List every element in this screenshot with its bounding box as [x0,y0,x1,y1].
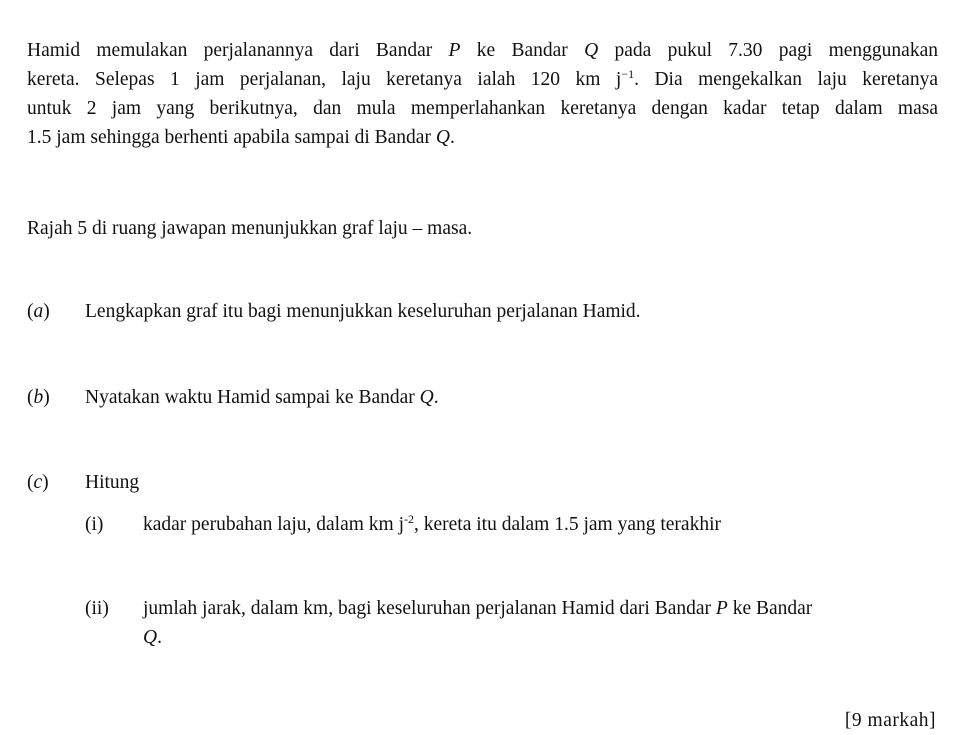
intro-text: . Dia mengekalkan laju keretanya [634,69,938,90]
diagram-reference: Rajah 5 di ruang jawapan menunjukkan graf laju – masa. [27,218,473,239]
part-c-label: (c) [27,472,49,493]
intro-line-1 [27,36,938,65]
question-intro [27,36,938,152]
unit-exponent: -2 [403,512,414,526]
town-q: Q [419,387,434,408]
intro-line-4 [27,123,938,152]
town-q: Q [435,127,450,148]
town-p: P [448,40,461,61]
intro-line-2 [27,65,938,94]
part-c-ii-text-cont: Q. [143,627,162,648]
part-c-i-text: kadar perubahan laju, dalam km $j^{-2}$, kereta itu dalam 1.5 jam yang terakhir [143,512,721,535]
part-c-text: Hitung [85,472,140,493]
marks-allocation: [9 markah] [844,710,936,731]
intro-text: . [449,127,455,148]
intro-text: ke Bandar [460,40,585,61]
part-b-label: (b) [27,387,50,408]
town-q: Q [143,627,158,648]
part-c-ii-label: (ii) [85,598,109,619]
part-a-text: Lengkapkan graf itu bagi menunjukkan keseluruhan perjalanan Hamid. [85,301,641,322]
town-p: P [715,598,728,619]
town-q: Q [584,40,599,61]
intro-line-3: untuk 2 jam yang berikutnya, dan mula memperlahankan keretanya dengan kadar tetap dalam masa [27,98,938,119]
intro-text: pada pukul 7.30 pagi menggunakan [598,40,938,61]
intro-text: kereta. Selepas 1 jam perjalanan, laju keretanya ialah 120 km j [27,69,622,90]
intro-text: Hamid memulakan perjalanannya dari Bandar [27,40,449,61]
part-b-text: Nyatakan waktu Hamid sampai ke Bandar Q. [85,387,439,408]
part-c-i-label: (i) [85,514,104,535]
part-a-label: (a) [27,301,50,322]
part-c-ii-text: jumlah jarak, dalam km, bagi keseluruhan perjalanan Hamid dari Bandar P ke Bandar [143,598,813,619]
unit-exponent: −1 [621,67,635,81]
intro-text: 1.5 jam sehingga berhenti apabila sampai di Bandar [27,127,436,148]
